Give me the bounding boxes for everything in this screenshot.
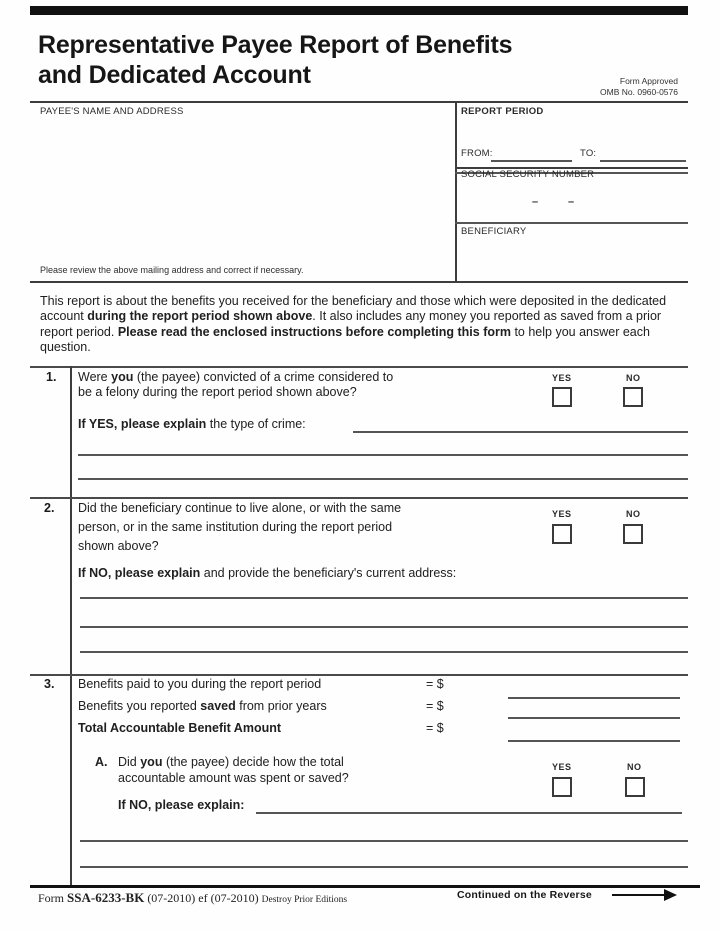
q2-yes-label: YES	[552, 509, 572, 519]
payee-name-address-field[interactable]	[40, 120, 440, 260]
form-approved-label: Form Approved	[619, 76, 678, 86]
q2-no-checkbox[interactable]	[623, 524, 643, 544]
q2-question-line2: person, or in the same institution during the report period	[78, 520, 393, 534]
q3a-no-checkbox[interactable]	[625, 777, 645, 797]
q2-explain-label: If NO, please explain and provide the beneficiary's current address:	[78, 566, 457, 580]
q1-yes-checkbox[interactable]	[552, 387, 572, 407]
omb-number: OMB No. 0960-0576	[600, 87, 678, 97]
q1-q2-separator	[30, 497, 688, 499]
q3-row2-equals: = $	[426, 699, 444, 713]
q2-question-line1: Did the beneficiary continue to live alone, or with the same	[78, 501, 402, 515]
q3a-explain-line-1[interactable]	[256, 812, 682, 814]
q1-number: 1.	[46, 370, 57, 384]
intro-paragraph	[40, 294, 692, 355]
review-address-note: Please review the above mailing address and correct if necessary.	[40, 265, 304, 275]
q3a-explain-label: If NO, please explain:	[118, 798, 245, 812]
q1-no-label: NO	[626, 373, 641, 383]
q3-row3-amount-field[interactable]	[508, 740, 680, 742]
form-title-line2: and Dedicated Account	[38, 61, 311, 89]
continued-arrow-line	[612, 894, 665, 896]
q1-question-line1: Were you (the payee) convicted of a crime considered to	[78, 370, 394, 384]
intro-text-3: to help you answer each question.	[40, 324, 650, 354]
q3a-explain-line-2[interactable]	[80, 840, 688, 842]
continued-on-reverse-label: Continued on the Reverse	[457, 889, 592, 901]
to-date-field[interactable]	[600, 160, 686, 162]
q1-explain-line-1[interactable]	[353, 431, 688, 433]
q3-row3-equals: = $	[426, 721, 444, 735]
q1-explain-line-3[interactable]	[78, 478, 688, 480]
ssn-dash-1: –	[532, 196, 539, 208]
q1-top-border	[30, 366, 688, 368]
q3a-yes-label: YES	[552, 762, 572, 772]
from-label: FROM:	[461, 148, 493, 159]
q3-number: 3.	[44, 677, 55, 691]
payee-box-bottom-border	[30, 281, 688, 283]
ssn-label: SOCIAL SECURITY NUMBER	[461, 169, 595, 180]
footer-form-id: Form SSA-6233-BK (07-2010) ef (07-2010) Destroy Prior Editions	[38, 890, 348, 905]
q3a-yes-checkbox[interactable]	[552, 777, 572, 797]
q3-row3-label: Total Accountable Benefit Amount	[78, 721, 282, 735]
q3a-question-line1: Did you (the payee) decide how the total	[118, 755, 344, 769]
top-scan-bar	[30, 6, 688, 15]
q3-row2-label: Benefits you reported saved from prior years	[78, 699, 327, 713]
to-label: TO:	[580, 148, 597, 159]
q3-row1-equals: = $	[426, 677, 444, 691]
footer-rule	[30, 885, 700, 888]
question-number-divider	[70, 366, 72, 885]
q3-row2-amount-field[interactable]	[508, 717, 680, 719]
payee-box-top-border	[30, 101, 688, 103]
from-date-field[interactable]	[491, 160, 572, 162]
q3a-explain-line-3[interactable]	[80, 866, 688, 868]
q1-no-checkbox[interactable]	[623, 387, 643, 407]
intro-text-2: . It also includes any money you reported as saved from a prior report period.	[40, 309, 662, 339]
q2-question-line3: shown above?	[78, 539, 159, 553]
report-period-label: REPORT PERIOD	[461, 106, 544, 117]
payee-box-divider	[455, 101, 457, 283]
continued-arrow-icon	[664, 889, 677, 901]
ssn-dash-2: –	[568, 196, 575, 208]
q1-question-line2: be a felony during the report period shown above?	[78, 385, 357, 399]
payee-name-address-label: PAYEE'S NAME AND ADDRESS	[40, 106, 184, 117]
intro-text-1: This report is about the benefits you received for the beneficiary and those which were deposited in the dedicated account	[40, 294, 667, 324]
q2-explain-line-2[interactable]	[80, 626, 688, 628]
beneficiary-field[interactable]	[461, 240, 686, 278]
q3a-question-line2: accountable amount was spent or saved?	[118, 771, 349, 785]
q1-explain-line-2[interactable]	[78, 454, 688, 456]
q2-explain-line-1[interactable]	[80, 597, 688, 599]
q2-q3-separator	[30, 674, 688, 676]
q3a-no-label: NO	[627, 762, 642, 772]
q2-explain-line-3[interactable]	[80, 651, 688, 653]
beneficiary-section-border	[455, 222, 688, 224]
q1-yes-label: YES	[552, 373, 572, 383]
beneficiary-label: BENEFICIARY	[461, 226, 527, 237]
q1-explain-label: If YES, please explain the type of crime:	[78, 417, 306, 431]
form-title-line1: Representative Payee Report of Benefits	[38, 31, 513, 59]
q2-number: 2.	[44, 501, 55, 515]
intro-bold-1: during the report period shown above	[87, 309, 313, 324]
q2-yes-checkbox[interactable]	[552, 524, 572, 544]
intro-bold-2: Please read the enclosed instructions before completing this form	[117, 324, 511, 339]
q3-row1-amount-field[interactable]	[508, 697, 680, 699]
q3a-letter: A.	[95, 755, 108, 769]
q3-row1-label: Benefits paid to you during the report period	[78, 677, 322, 691]
q2-no-label: NO	[626, 509, 641, 519]
